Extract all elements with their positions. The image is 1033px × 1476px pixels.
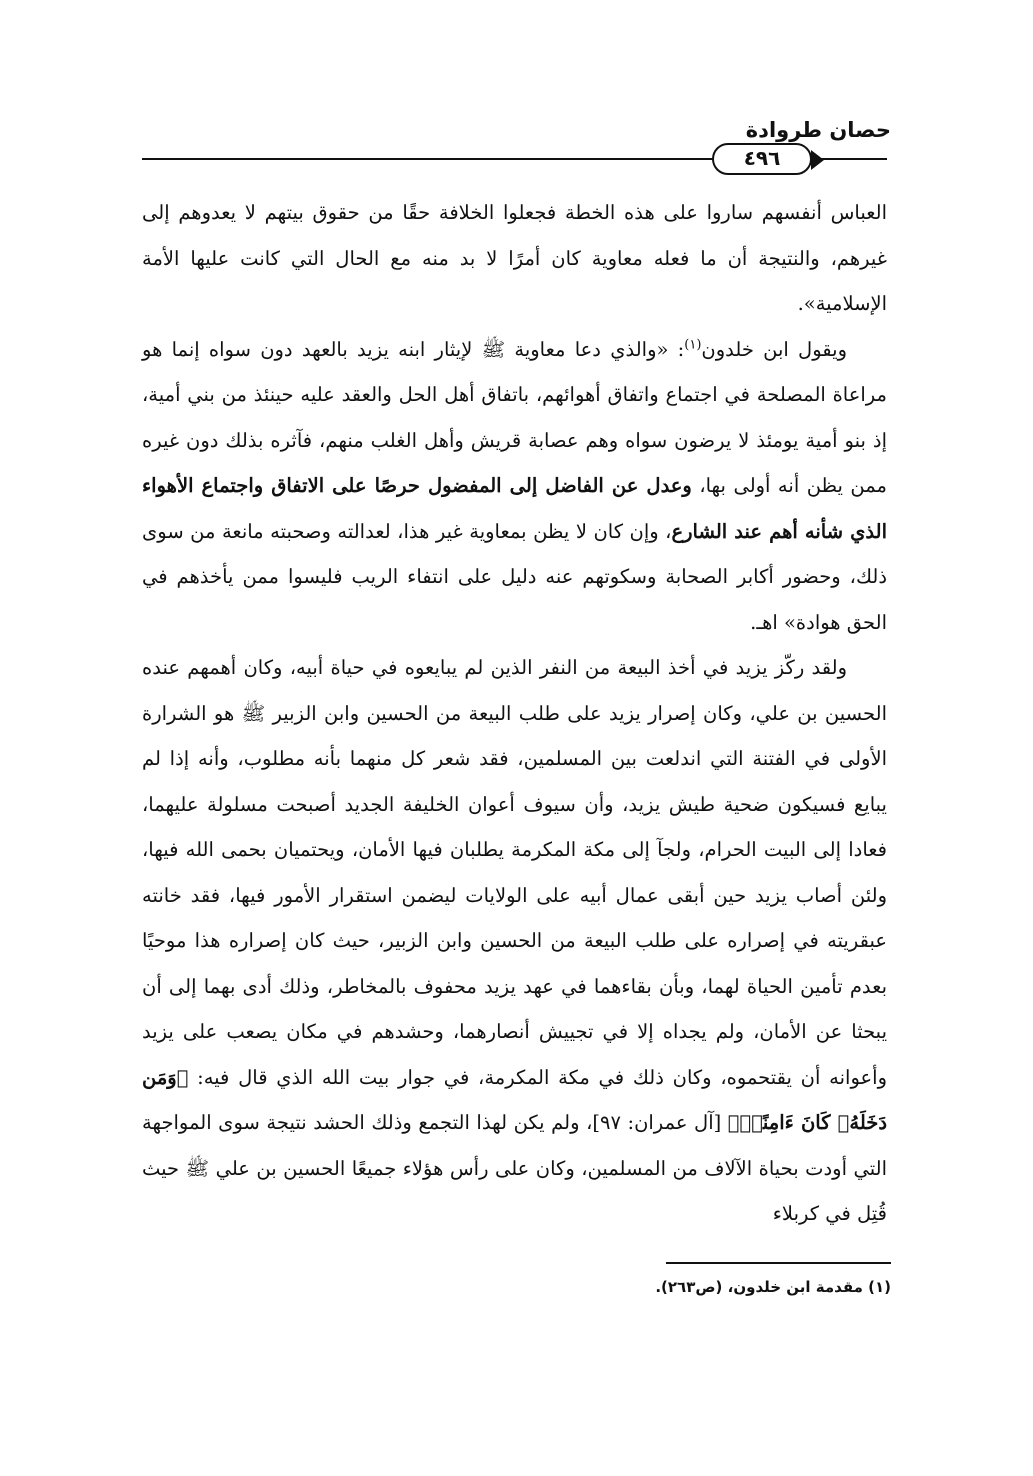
quran-verse: ﴿وَمَن دَخَلَهُۥ كَانَ ءَامِنًاۗ﴾	[142, 1065, 888, 1134]
paragraph-continuation: العباس أنفسهم ساروا على هذه الخطة فجعلوا الخلافة حقًا من حقوق بيتهم لا يعدوهم إلى غيرهم، والنتيجة أن ما فعله معاوية كان أمرًا لا بد منه مع الحال التي كانت عليها الأمة الإسلامية».	[142, 201, 887, 315]
paragraph-yazid-allegiance	[142, 645, 887, 1237]
paragraph-text: ، وإن كان لا يظن بمعاوية غير هذا، لعدالته وصحبته مانعة من سوى ذلك، وحضور أكابر الصحابة وسكوتهم عنه دليل على انتفاء الريب فليسوا ممن يأخذهم في الحق هوادة» اهـ.	[142, 519, 887, 634]
paragraph-text: ولقد ركّز يزيد في أخذ البيعة من النفر الذين لم يبايعوه في حياة أبيه، وكان أهمهم عنده الحسين بن علي، وكان إصرار يزيد على طلب البيعة من الحسين وابن الزبير ﷺ هو الشرارة الأولى في الفتنة التي اندلعت بين المسلمين، فقد شعر كل منهما بأنه مطلوب، وأنه إذا لم يبايع فسيكون ضحية طيش يزيد، وأن سيوف أعوان الخليفة الجديد أصبحت مسلولة عليهما، فعادا إلى البيت الحرام، ولجآ إلى مكة المكرمة يطلبان فيها الأمان، ويحتميان بحمى الله فيها، ولئن أصاب يزيد حين أبقى عمال أبيه على الولايات ليضمن استقرار الأمور فيها، فقد خانته عبقريته في إصراره على طلب البيعة من الحسين وابن الزبير، حيث كان إصراره هذا موحيًا بعدم تأمين الحياة لهما، وبأن بقاءهما في عهد يزيد محفوف بالمخاطر، وذلك أدى بهما إلى أن يبحثا عن الأمان، ولم يجداه إلا في تجييش أنصارهما، وحشدهم في مكان يصعب على يزيد وأعوانه أن يقتحموه، وكان ذلك في مكة المكرمة، في جوار بيت الله الذي قال فيه:	[142, 656, 887, 1089]
body-text	[142, 190, 887, 1237]
paragraph-ibn-khaldun-quote	[142, 327, 887, 646]
paragraph-text: ويقول ابن خلدون	[701, 337, 847, 361]
paragraph-text: [آل عمران: ٩٧]، ولم يكن لهذا التجمع وذلك الحشد نتيجة سوى المواجهة التي أودت بحياة الآلاف من المسلمين، وكان على رأس هؤلاء جميعًا الحسين بن علي ﷺ حيث قُتِل في كربلاء	[142, 1111, 887, 1225]
paragraph-text: : «والذي دعا معاوية ﷺ لإيثار ابنه يزيد بالعهد دون سواه إنما هو مراعاة المصلحة في اجتماع واتفاق أهوائهم، باتفاق أهل الحل والعقد عليه حينئذ من بني أمية، إذ بنو أمية يومئذ لا يرضون سواه وهم عصابة قريش وأهل الغلب منهم، فآثره بذلك دون غيره ممن يظن أنه أولى بها،	[142, 337, 887, 497]
footnote: (١) مقدمة ابن خلدون، (ص٢٦٣).	[655, 1278, 891, 1296]
bold-emphasis: وعدل عن الفاضل إلى المفضول حرصًا على الاتفاق واجتماع الأهواء الذي شأنه أهم عند الشارع	[142, 474, 887, 543]
footnote-rule	[666, 1262, 891, 1264]
footnote-reference: (١)	[684, 337, 702, 352]
running-title: حصان طروادة	[745, 118, 891, 142]
page-number-badge: ٤٩٦	[712, 143, 812, 175]
